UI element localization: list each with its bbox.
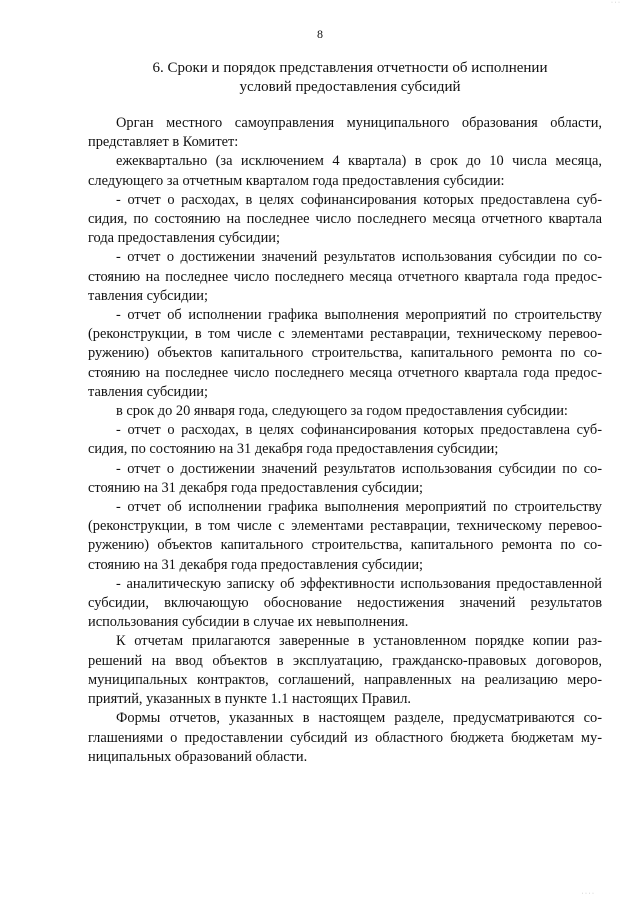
paragraph-annual-results-report: - отчет о достижении значений результатов использования субсидии по состоянию на 31 декабря года предоставления субсидии; (88, 460, 602, 496)
paragraph-analytical-note: - аналитическую записку об эффективности использования предоставленной субсидии, включающую обоснование недостижения значений результатов использования субсидии в случае их невыполнения. (88, 575, 602, 631)
paragraph-intro: Орган местного самоуправления муниципального образования области, представляет в Комитет: (88, 115, 602, 151)
paragraph-attachments: К отчетам прилагаются заверенные в установленном порядке копии разрешений на ввод объектов в эксплуатацию, гражданско-правовых договоров, муниципальных контрактов, соглашений, направленных на реализацию мероприятий, указанных в пункте 1.1 настоящих Правил. (88, 633, 602, 708)
paragraph-quarterly-term: ежеквартально (за исключением 4 квартала) в срок до 10 числа месяца, следующего за отчетным кварталом года предоставления субсидии: (88, 153, 602, 189)
section-heading-line-1: 6. Сроки и порядок представления отчетности об исполнении (152, 60, 548, 76)
paragraph-quarterly-schedule-report: - отчет об исполнении графика выполнения мероприятий по строительству (реконструкции, в том числе с элементами реставрации, техническому перевооружению) объектов капитального строительства, капитального ремонта по состоянию на последнее число последнего месяца отчетного квартала года предоставления субсидии; (88, 307, 602, 400)
section-heading (130, 59, 570, 97)
paragraph-annual-term: в срок до 20 января года, следующего за годом предоставления субсидии: (116, 403, 568, 420)
paragraph-quarterly-expense-report: - отчет о расходах, в целях софинансирования которых предоставлена субсидия, по состоянию на последнее число последнего месяца отчетного квартала года предоставления субсидии; (88, 191, 602, 247)
section-body (88, 114, 602, 767)
scan-mark-bottom: · · · · (581, 891, 594, 897)
paragraph-report-forms: Формы отчетов, указанных в настоящем разделе, предусматриваются соглашениями о предоставлении субсидий из областного бюджета бюджетам муниципальных образований области. (88, 710, 602, 765)
page-number: 8 (317, 27, 323, 41)
paragraph-quarterly-results-report: - отчет о достижении значений результатов использования субсидии по состоянию на последнее число последнего месяца отчетного квартала года предоставления субсидии; (88, 249, 602, 304)
paragraph-annual-expense-report: - отчет о расходах, в целях софинансирования которых предоставлена субсидия, по состоянию на 31 декабря года предоставления субсидии; (88, 422, 602, 458)
paragraph-annual-schedule-report: - отчет об исполнении графика выполнения мероприятий по строительству (реконструкции, в том числе с элементами реставрации, техническому перевооружению) объектов капитального строительства, капитального ремонта по состоянию на 31 декабря года предоставления субсидии; (88, 499, 602, 573)
scan-mark-top: · · · (611, 0, 620, 6)
section-heading-line-2: условий предоставления субсидий (239, 79, 461, 95)
